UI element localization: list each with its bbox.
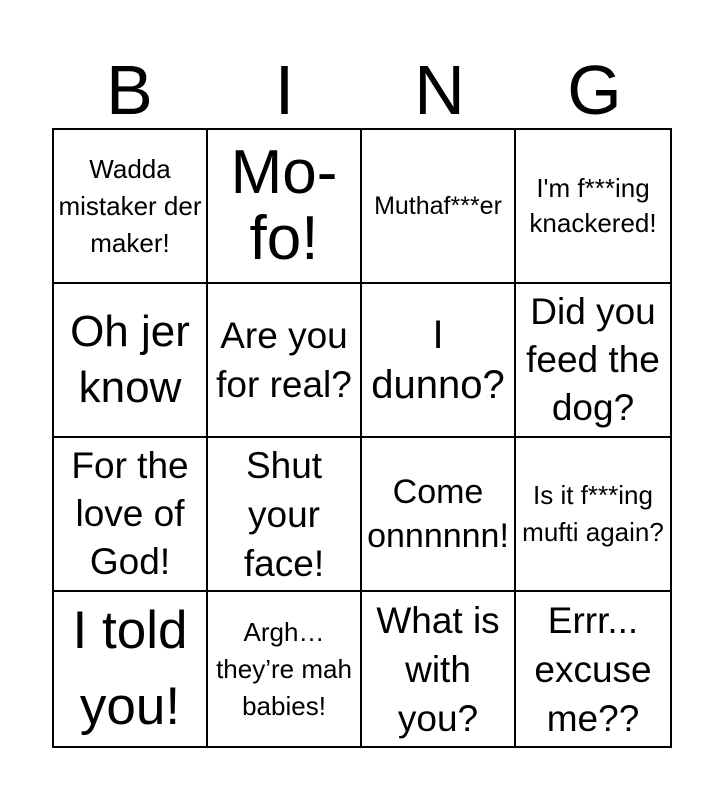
cell-text: Argh… they’re mah babies! <box>216 616 352 721</box>
cell-text: Muthaf***er <box>374 192 502 220</box>
cell-text: Wadda mistaker der maker! <box>58 153 202 258</box>
bingo-cell[interactable] <box>208 284 362 438</box>
bingo-cell[interactable] <box>54 592 208 746</box>
cell-text: I told you! <box>72 601 188 736</box>
bingo-cell[interactable] <box>54 130 208 284</box>
bingo-cell[interactable] <box>362 592 516 746</box>
bingo-cell[interactable] <box>362 130 516 284</box>
cell-text: What is with you? <box>376 599 500 739</box>
header-letter-n: N <box>414 51 465 129</box>
cell-text: Errr... excuse me?? <box>534 599 652 739</box>
bingo-cell[interactable] <box>54 438 208 592</box>
cell-text: Did you feed the dog? <box>526 291 660 428</box>
bingo-cell[interactable] <box>208 592 362 746</box>
cell-text: Are you for real? <box>216 315 352 405</box>
cell-text: I dunno? <box>371 313 505 407</box>
cell-text: Oh jer know <box>70 307 190 412</box>
bingo-cell[interactable] <box>208 130 362 284</box>
bingo-cell[interactable] <box>208 438 362 592</box>
bingo-card <box>52 128 672 748</box>
cell-text: Come onnnnnn! <box>367 473 509 555</box>
bingo-header <box>52 52 672 128</box>
cell-text: Shut your face! <box>243 444 325 584</box>
bingo-cell[interactable] <box>516 592 670 746</box>
header-letter-i: I <box>274 51 295 129</box>
bingo-cell[interactable] <box>54 284 208 438</box>
cell-text: For the love of God! <box>71 445 189 582</box>
bingo-cell[interactable] <box>362 284 516 438</box>
bingo-cell[interactable] <box>516 130 670 284</box>
header-letter-b: B <box>106 51 153 129</box>
bingo-cell[interactable] <box>516 284 670 438</box>
cell-text: Is it f***ing mufti again? <box>522 480 664 547</box>
header-letter-g: G <box>567 51 622 129</box>
bingo-cell[interactable] <box>362 438 516 592</box>
cell-text: I'm f***ing knackered! <box>529 173 657 238</box>
bingo-cell[interactable] <box>516 438 670 592</box>
cell-text: Mo-fo! <box>230 138 338 273</box>
